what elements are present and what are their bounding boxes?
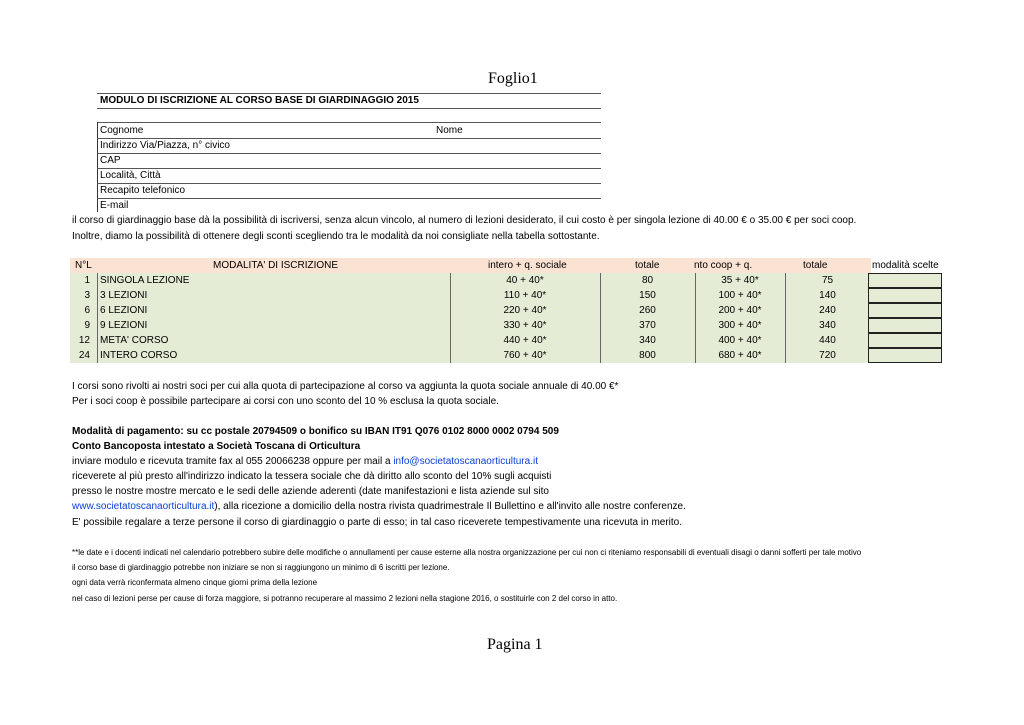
header-modalita: MODALITA' DI ISCRIZIONE [213, 260, 339, 271]
header-nl: N°L [75, 260, 92, 271]
payment-line-2: Conto Bancoposta intestato a Società Toscana di Orticultura [72, 441, 361, 452]
row-totale-coop: 720 [819, 350, 836, 361]
header-pad [870, 258, 871, 273]
modalita-scelta-checkbox[interactable] [868, 348, 942, 363]
footnote-3: ogni data verrà riconfermata almeno cinque giorni prima della lezione [72, 578, 318, 587]
row-lesson-count: 6 [84, 305, 90, 316]
cell-divider [600, 303, 601, 318]
indirizzo-field[interactable]: Indirizzo Via/Piazza, n° civico [100, 140, 230, 151]
payment-line-7: E' possibile regalare a terze persone il corso di giardinaggio o parte di esso; in tal caso riceverete tempestivamente una ricevuta in merito. [72, 517, 683, 528]
row-modalita-label: 3 LEZIONI [100, 290, 148, 301]
row-lesson-count: 1 [84, 275, 90, 286]
row-totale-coop: 75 [821, 275, 834, 286]
footnote-4: nel caso di lezioni perse per cause di forza maggiore, si potranno recuperare al massimo 2 lezioni nella stagione 2016, o sostituirle con 2 del corso in atto. [72, 594, 618, 603]
cell-divider [785, 288, 786, 303]
cell-divider [695, 318, 696, 333]
row-totale-intero: 80 [641, 275, 654, 286]
form-top-rule [97, 93, 601, 94]
form-rule-1 [97, 122, 601, 123]
table-row [70, 348, 870, 363]
row-lesson-count: 24 [78, 350, 90, 361]
row-modalita-label: 9 LEZIONI [100, 320, 148, 331]
cell-divider [97, 273, 98, 288]
cell-divider [600, 318, 601, 333]
intro-line-2: Inoltre, diamo la possibilità di ottenere degli sconti scegliendo tra le modalità da noi consigliate nella tabella sottostante. [72, 231, 600, 242]
email-link[interactable]: info@societatoscanaorticultura.it [393, 456, 538, 467]
row-totale-intero: 260 [639, 305, 656, 316]
cell-divider [97, 333, 98, 348]
cell-divider [450, 348, 451, 363]
modalita-scelta-checkbox[interactable] [868, 288, 942, 303]
row-coop-price: 200 + 40* [718, 305, 762, 316]
row-modalita-label: META' CORSO [100, 335, 169, 346]
table-row [70, 288, 870, 303]
cell-divider [785, 303, 786, 318]
cell-divider [97, 318, 98, 333]
row-totale-coop: 440 [819, 335, 836, 346]
form-rule-2 [97, 138, 601, 139]
cell-divider [450, 318, 451, 333]
cap-field[interactable]: CAP [100, 155, 121, 166]
cell-divider [450, 333, 451, 348]
payment-line-5: presso le nostre mostre mercato e le sedi delle aziende aderenti (date manifestazioni e lista aziende sul sito [72, 486, 549, 497]
cell-divider [695, 303, 696, 318]
cell-divider [600, 348, 601, 363]
cell-divider [97, 303, 98, 318]
cell-divider [450, 303, 451, 318]
payment-line-4: riceverete al più presto all'indirizzo indicato la tessera sociale che dà diritto allo sconto del 10% sugli acquisti [72, 471, 552, 482]
note-line-1: I corsi sono rivolti ai nostri soci per cui alla quota di partecipazione al corso va aggiunta la quota sociale annuale di 40.00 €* [72, 381, 619, 392]
payment-line-3 [72, 456, 538, 467]
cell-divider [695, 288, 696, 303]
intro-line-1: il corso di giardinaggio base dà la possibilità di iscriversi, senza alcun vincolo, al numero di lezioni desiderato, il cui costo è per singola lezione di 40.00 € o 35.00 € per soci coop. [72, 215, 857, 226]
cell-divider [450, 288, 451, 303]
form-rule-3 [97, 153, 601, 154]
row-lesson-count: 9 [84, 320, 90, 331]
cell-divider [97, 348, 98, 363]
form-rule-5 [97, 183, 601, 184]
header-totale-1: totale [635, 260, 660, 271]
row-modalita-label: INTERO CORSO [100, 350, 178, 361]
payment-line-3-text: inviare modulo e ricevuta tramite fax al 055 20066238 oppure per mail a [72, 456, 394, 467]
table-row [70, 303, 870, 318]
cell-divider [600, 288, 601, 303]
cell-divider [450, 273, 451, 288]
header-intero: intero + q. sociale [488, 260, 567, 271]
row-coop-price: 680 + 40* [718, 350, 762, 361]
form-title: MODULO DI ISCRIZIONE AL CORSO BASE DI GIARDINAGGIO 2015 [100, 95, 419, 106]
cell-divider [785, 273, 786, 288]
row-totale-intero: 150 [639, 290, 656, 301]
cell-divider [785, 333, 786, 348]
header-coop: nto coop + q. [694, 260, 753, 271]
row-coop-price: 300 + 40* [718, 320, 762, 331]
row-modalita-label: 6 LEZIONI [100, 305, 148, 316]
row-coop-price: 35 + 40* [721, 275, 759, 286]
row-totale-intero: 370 [639, 320, 656, 331]
cell-divider [695, 333, 696, 348]
form-rule-4 [97, 168, 601, 169]
cell-divider [97, 288, 98, 303]
row-modalita-label: SINGOLA LEZIONE [100, 275, 190, 286]
payment-line-1: Modalità di pagamento: su cc postale 20794509 o bonifico su IBAN IT91 Q076 0102 8000 0002 0794 509 [72, 426, 559, 437]
sheet-title: Foglio1 [488, 70, 538, 87]
row-intero-price: 330 + 40* [503, 320, 547, 331]
cell-divider [600, 273, 601, 288]
page-footer: Pagina 1 [487, 636, 543, 653]
cell-divider [600, 333, 601, 348]
header-totale-2: totale [803, 260, 828, 271]
form-title-rule [97, 108, 601, 109]
modalita-scelta-checkbox[interactable] [868, 273, 942, 288]
row-totale-intero: 800 [639, 350, 656, 361]
row-intero-price: 40 + 40* [506, 275, 544, 286]
cell-divider [695, 348, 696, 363]
cognome-field[interactable]: Cognome [100, 125, 144, 136]
table-row [70, 273, 870, 288]
row-lesson-count: 3 [84, 290, 90, 301]
header-modalita-scelte: modalità scelte [872, 260, 939, 271]
table-row [70, 333, 870, 348]
payment-line-6 [72, 501, 686, 512]
row-totale-coop: 340 [819, 320, 836, 331]
row-intero-price: 220 + 40* [503, 305, 547, 316]
cell-divider [695, 273, 696, 288]
cell-divider [785, 348, 786, 363]
payment-line-6-text: ), alla ricezione a domicilio della nostra rivista quadrimestrale Il Bullettino e all'invito alle nostre conferenze. [214, 501, 686, 512]
footnote-2: il corso base di giardinaggio potrebbe non iniziare se non si raggiungono un minimo di 6 iscritti per lezione. [72, 563, 450, 572]
row-intero-price: 760 + 40* [503, 350, 547, 361]
row-coop-price: 400 + 40* [718, 335, 762, 346]
cell-divider [785, 318, 786, 333]
row-coop-price: 100 + 40* [718, 290, 762, 301]
recapito-field[interactable]: Recapito telefonico [100, 185, 186, 196]
row-intero-price: 110 + 40* [503, 290, 547, 301]
website-link[interactable]: www.societatoscanaorticultura.it [72, 501, 215, 512]
nome-field[interactable]: Nome [436, 125, 463, 136]
note-line-2: Per i soci coop è possibile partecipare ai corsi con uno sconto del 10 % esclusa la quota sociale. [72, 396, 499, 407]
footnote-1: **le date e i docenti indicati nel calendario potrebbero subire delle modifiche o annullamenti per cause esterne alla nostra organizzazione per cui non ci riteniamo responsabili di eventuali disagi o danni sofferti per tale motivo [72, 548, 862, 557]
row-lesson-count: 12 [78, 335, 90, 346]
modalita-scelta-checkbox[interactable] [868, 333, 942, 348]
row-totale-coop: 240 [819, 305, 836, 316]
row-totale-coop: 140 [819, 290, 836, 301]
email-field[interactable]: E-mail [100, 200, 129, 211]
table-header [70, 258, 939, 273]
localita-field[interactable]: Località, Città [100, 170, 161, 181]
table-row [70, 318, 870, 333]
modalita-scelta-checkbox[interactable] [868, 318, 942, 333]
form-rule-6 [97, 198, 601, 199]
row-intero-price: 440 + 40* [503, 335, 547, 346]
row-totale-intero: 340 [639, 335, 656, 346]
modalita-scelta-checkbox[interactable] [868, 303, 942, 318]
